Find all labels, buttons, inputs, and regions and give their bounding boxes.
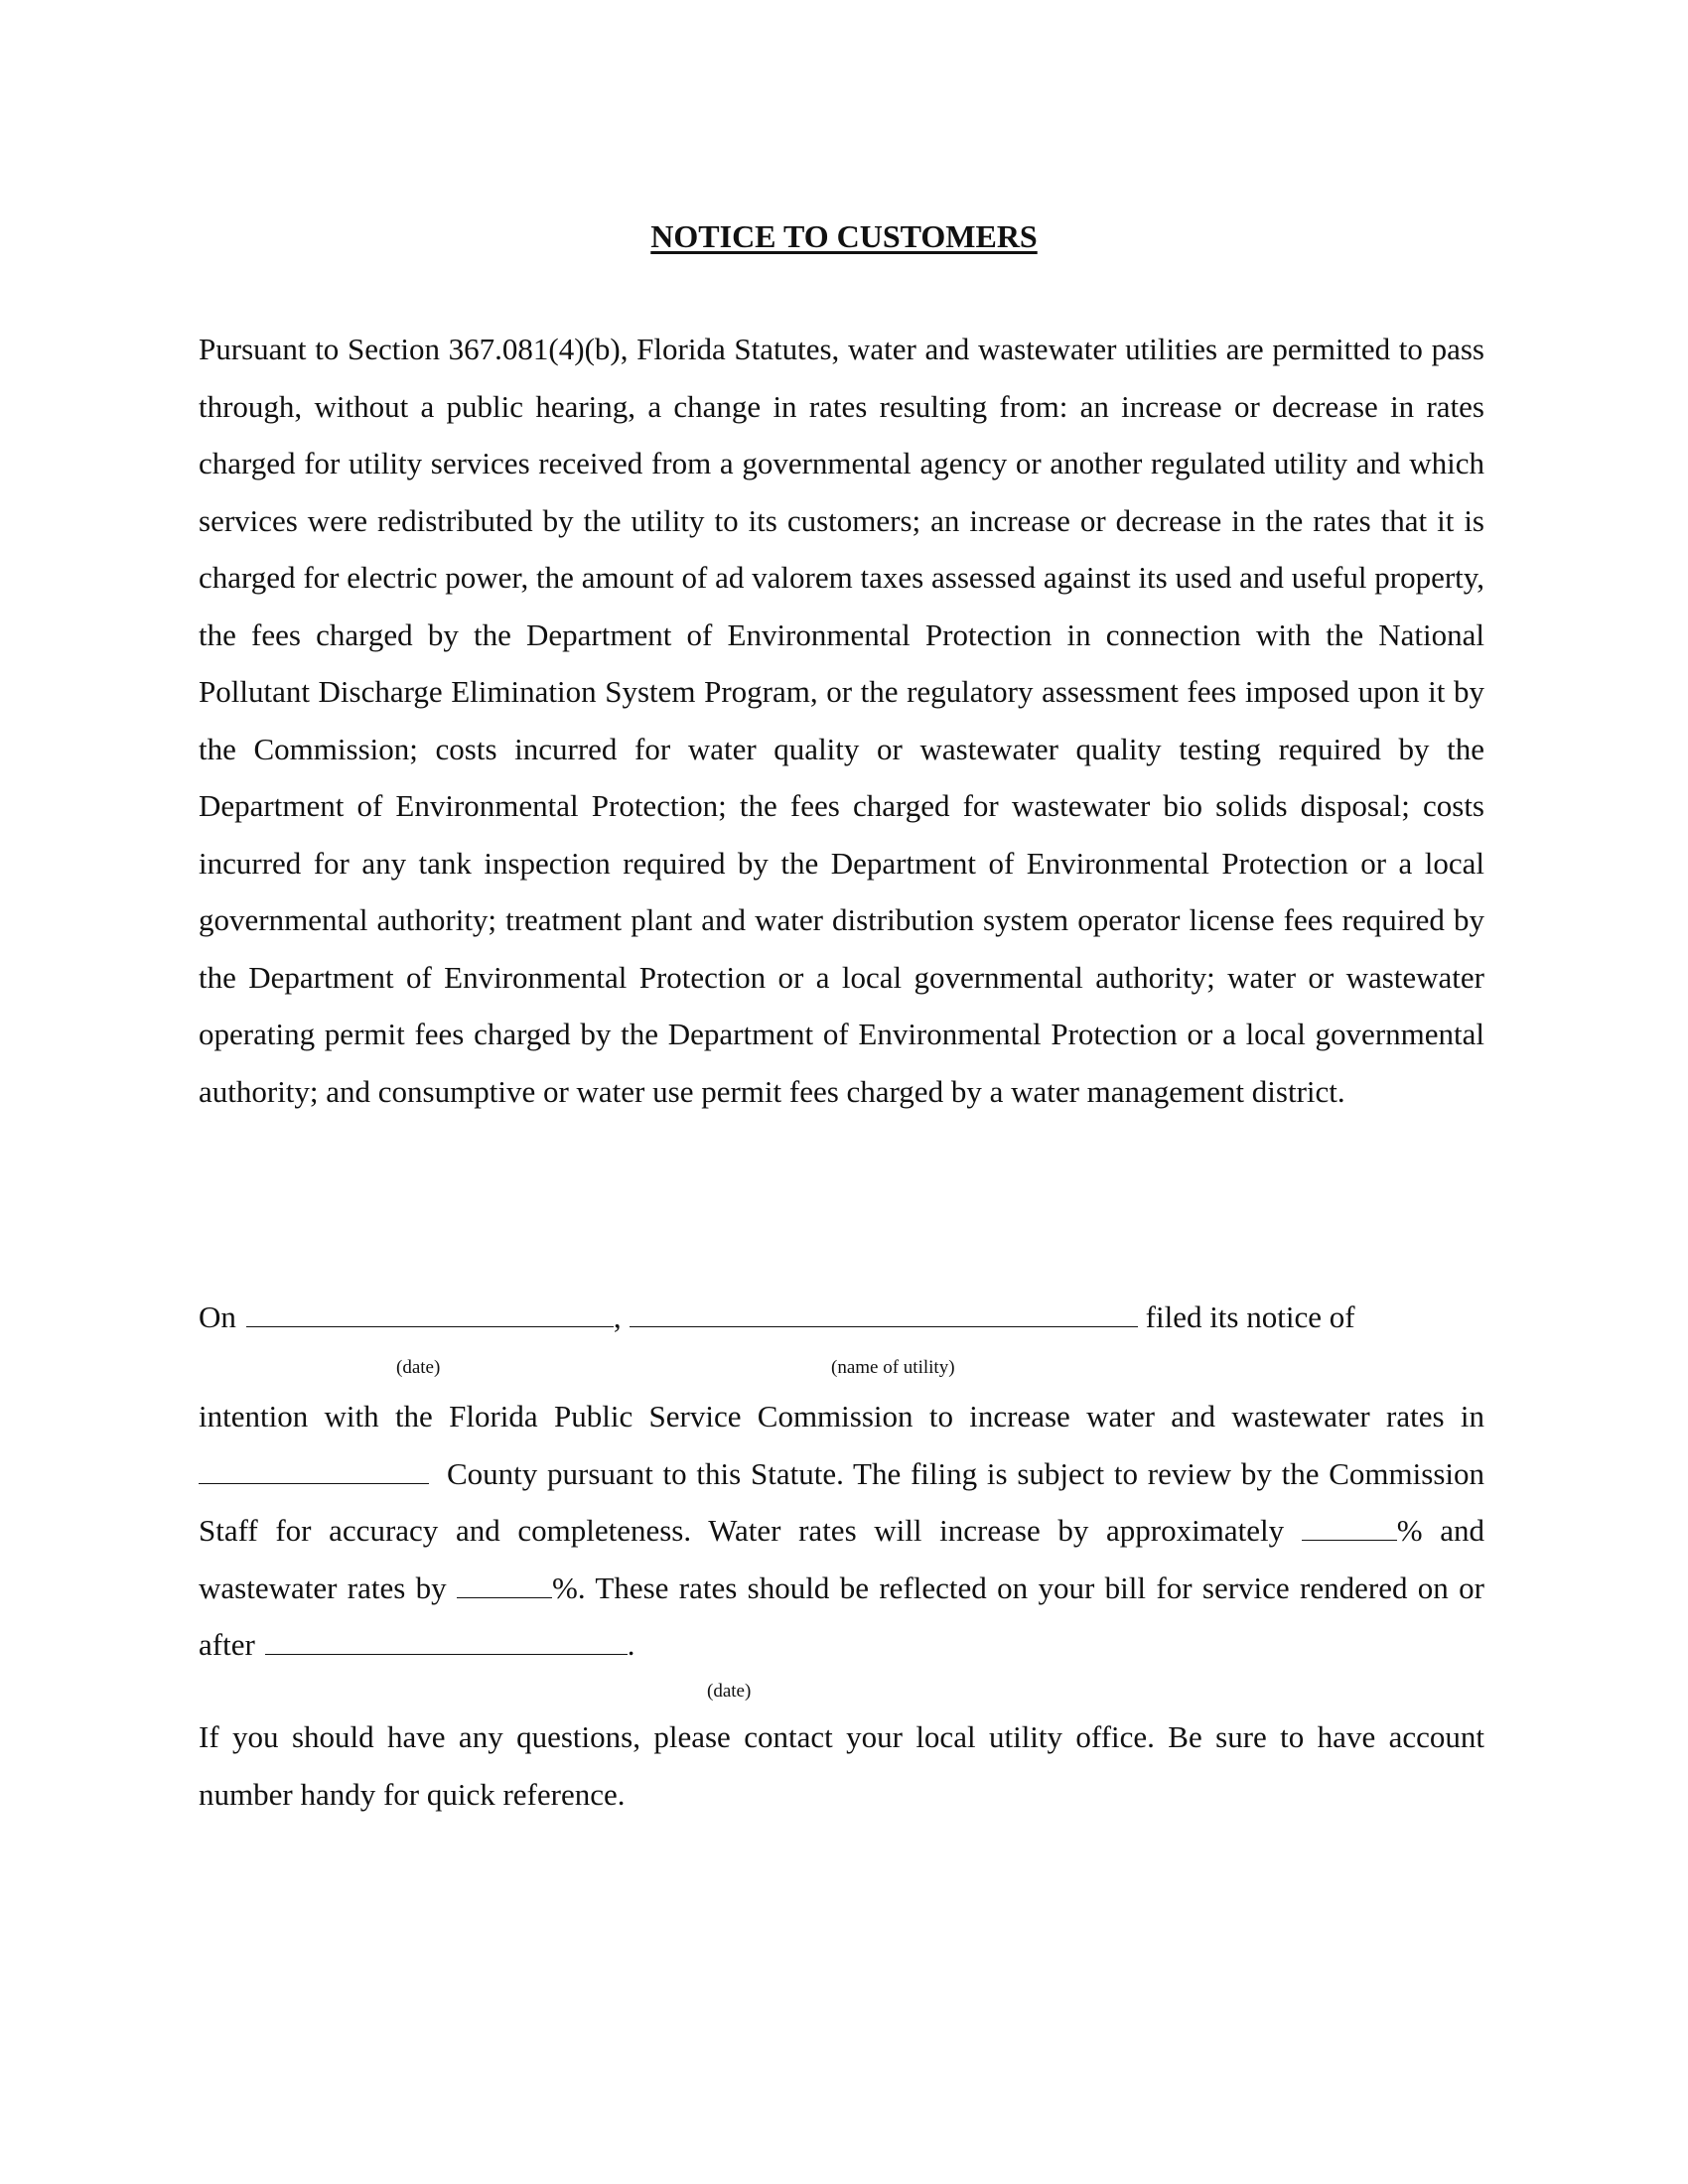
intention-text-3: % and wastewater rates by: [199, 1513, 1484, 1605]
intention-paragraph: [199, 1388, 1484, 1674]
intention-text-2: County pursuant to this Statute. The filing is subject to review by the Commission Staff for accuracy and completeness. Water rates will increase by approximately: [199, 1455, 1484, 1548]
filing-suffix: filed its notice of: [1145, 1299, 1355, 1334]
filing-comma: ,: [613, 1299, 622, 1334]
date-blank[interactable]: [246, 1300, 614, 1327]
intention-text-1: intention with the Florida Public Service Commission to increase water and wastewater rates in: [199, 1399, 1484, 1433]
date-caption: (date): [396, 1357, 441, 1378]
intention-text-4: %. These rates should be reflected on your bill for service rendered on or after: [199, 1570, 1484, 1662]
service-date-blank[interactable]: [265, 1630, 628, 1655]
county-blank[interactable]: [199, 1459, 429, 1484]
utility-name-blank[interactable]: [630, 1300, 1138, 1327]
intention-text-5: .: [627, 1627, 635, 1662]
water-percent-blank[interactable]: [1302, 1516, 1397, 1541]
utility-caption: (name of utility): [831, 1357, 955, 1378]
wastewater-percent-blank[interactable]: [457, 1573, 552, 1598]
filing-prefix: On: [199, 1299, 236, 1334]
statute-paragraph: Pursuant to Section 367.081(4)(b), Florida Statutes, water and wastewater utilities are permitted to pass through, without a public hearing, a change in rates resulting from: an increase or decrease in rates charged for utility services received from a governmental agency or another regulated utility and which services were redistributed by the utility to its customers; an increase or decrease in the rates that it is charged for electric power, the amount of ad valorem taxes assessed against its used and useful property, the fees charged by the Department of Environmental Protection in connection with the National Pollutant Discharge Elimination System Program, or the regulatory assessment fees imposed upon it by the Commission; costs incurred for water quality or wastewater quality testing required by the Department of Environmental Protection; the fees charged for wastewater bio solids disposal; costs incurred for any tank inspection required by the Department of Environmental Protection or a local governmental authority; treatment plant and water distribution system operator license fees required by the Department of Environmental Protection or a local governmental authority; water or wastewater operating permit fees charged by the Department of Environmental Protection or a local governmental authority; and consumptive or water use permit fees charged by a water management district.: [199, 332, 1484, 1109]
filing-line: [199, 1297, 1484, 1337]
contact-paragraph: If you should have any questions, please contact your local utility office. Be sure to have account number handy for quick reference.: [199, 1719, 1484, 1812]
page-title: NOTICE TO CUSTOMERS: [650, 218, 1038, 254]
service-date-caption: (date): [707, 1681, 752, 1702]
